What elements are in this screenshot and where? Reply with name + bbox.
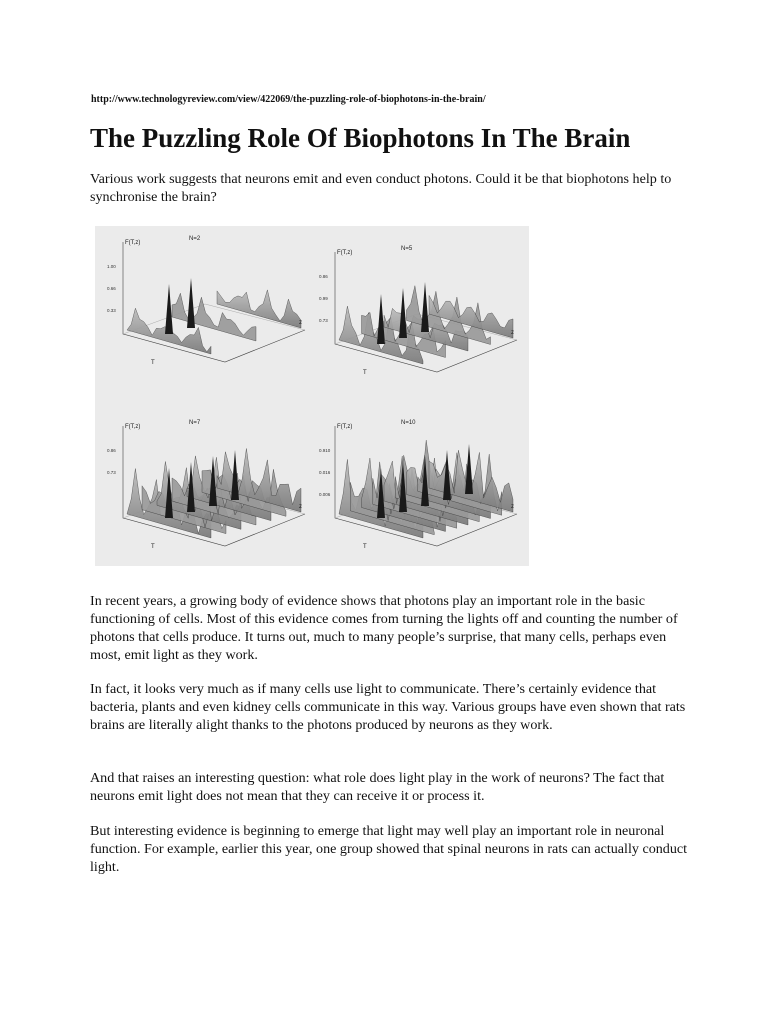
surface-peak xyxy=(187,278,195,328)
surface-panel xyxy=(319,420,517,550)
n-label: N=7 xyxy=(189,420,201,426)
y-tick-label: 0.33 xyxy=(107,308,116,313)
body-paragraph-3: And that raises an interesting question: what role does light play in the work of neurons? The fact that neurons emit light does not mean that they can receive it or process it. xyxy=(90,770,665,804)
y-tick-label: 1.00 xyxy=(107,264,116,269)
surface-peak xyxy=(377,294,385,344)
n-label: N=2 xyxy=(189,236,201,242)
surface-peak xyxy=(421,282,429,332)
y-tick-label: 0.86 xyxy=(319,274,328,279)
t-axis-label: T xyxy=(151,360,155,366)
t-axis-label: T xyxy=(363,370,367,376)
panel-axes xyxy=(123,242,305,362)
z-axis-label: z xyxy=(511,504,514,510)
source-url[interactable]: http://www.technologyreview.com/view/422069/the-puzzling-role-of-biophotons-in-the-brain/ xyxy=(91,94,486,105)
article-title: The Puzzling Role Of Biophotons In The Brain xyxy=(90,123,631,153)
surface-panel xyxy=(107,420,305,550)
y-tick-label: 0.910 xyxy=(319,448,331,453)
y-tick-label: 0.73 xyxy=(107,470,116,475)
surface-panel xyxy=(107,236,305,366)
t-axis-label: T xyxy=(363,544,367,550)
y-tick-label: 0.73 xyxy=(319,318,328,323)
body-paragraph-1: In recent years, a growing body of evidence shows that photons play an important role in the basic functioning of cells. Most of this evidence comes from turning the lights off and counting the number of photons that cells produce. It turns out, much to many people’s surprise, that many cells, perhaps even most, emit light as they work. xyxy=(90,593,678,663)
f-axis-label: F(T,z) xyxy=(337,250,353,256)
surface-plots-figure xyxy=(95,226,529,566)
t-axis-label: T xyxy=(151,544,155,550)
f-axis-label: F(T,z) xyxy=(125,240,141,246)
body-paragraph-2: In fact, it looks very much as if many cells use light to communicate. There’s certainly evidence that bacteria, plants and even kidney cells communicate in this way. Various groups have even shown that rats brains are literally alight thanks to the photons produced by neurons as they work. xyxy=(90,681,686,733)
n-label: N=10 xyxy=(401,420,416,426)
y-tick-label: 0.006 xyxy=(319,492,331,497)
n-label: N=5 xyxy=(401,246,413,252)
z-axis-label: z xyxy=(299,320,302,326)
body-paragraph-4: But interesting evidence is beginning to emerge that light may well play an important role in neuronal function. For example, earlier this year, one group showed that spinal neurons in rats can actually conduct light. xyxy=(90,823,688,875)
f-axis-label: F(T,z) xyxy=(337,424,353,430)
z-axis-label: z xyxy=(511,330,514,336)
surface-peak xyxy=(165,284,173,334)
y-tick-label: 0.66 xyxy=(107,286,116,291)
y-tick-label: 0.99 xyxy=(319,296,328,301)
y-tick-label: 0.016 xyxy=(319,470,331,475)
surface-plots-svg xyxy=(95,226,529,566)
f-axis-label: F(T,z) xyxy=(125,424,141,430)
z-axis-label: z xyxy=(299,504,302,510)
surface-panel xyxy=(319,246,517,376)
y-tick-label: 0.86 xyxy=(107,448,116,453)
intro-paragraph: Various work suggests that neurons emit and even conduct photons. Could it be that biophotons help to synchronise the brain? xyxy=(90,171,672,205)
